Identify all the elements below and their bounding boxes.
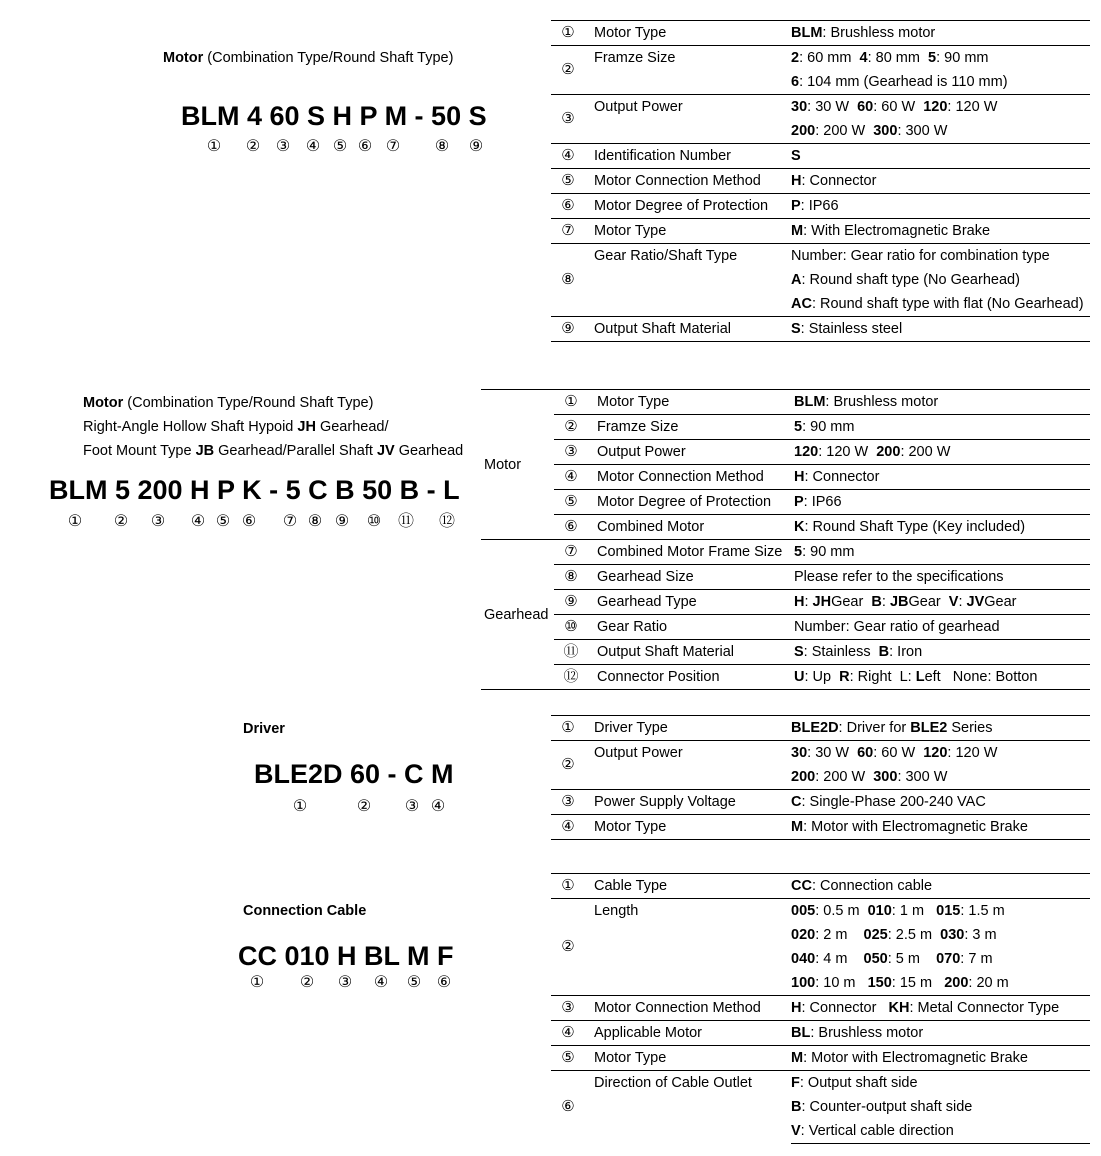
item-description: BLM: Brushless motor xyxy=(794,390,1090,415)
item-number: ① xyxy=(551,874,585,899)
spec-row xyxy=(551,244,1090,269)
item-description: 100: 10 m 150: 15 m 200: 20 m xyxy=(791,975,1009,991)
section3-spec-table xyxy=(551,715,1090,840)
spec-row xyxy=(551,815,1090,840)
item-label: Motor Type xyxy=(585,1046,791,1071)
item-description: P: IP66 xyxy=(794,490,1090,515)
item-label: Power Supply Voltage xyxy=(585,790,791,815)
group-label: Gearhead xyxy=(481,540,554,690)
item-label: Combined Motor xyxy=(588,515,794,540)
spec-row xyxy=(481,640,1090,665)
item-label: Framze Size xyxy=(585,46,791,95)
item-label: Motor Connection Method xyxy=(588,465,794,490)
spec-row xyxy=(551,46,1090,71)
spec-row xyxy=(551,21,1090,46)
spec-row xyxy=(551,996,1090,1021)
item-number: ③ xyxy=(551,996,585,1021)
item-description: F: Output shaft side xyxy=(791,1071,1090,1096)
spec-row xyxy=(481,465,1090,490)
item-number: ⑨ xyxy=(551,317,585,342)
item-label: Gearhead Size xyxy=(588,565,794,590)
item-number: ③ xyxy=(551,95,585,144)
code-position-marker: ② xyxy=(299,974,315,991)
item-number: ⑨ xyxy=(554,590,588,615)
spec-row xyxy=(551,194,1090,219)
item-description: 6: 104 mm (Gearhead is 110 mm) xyxy=(791,74,1008,90)
spec-row xyxy=(481,390,1090,415)
item-description: H: JHGear B: JBGear V: JVGear xyxy=(794,590,1090,615)
item-description: C: Single-Phase 200-240 VAC xyxy=(791,790,1090,815)
item-description: H: Connector xyxy=(791,169,1090,194)
item-number: ⑤ xyxy=(551,169,585,194)
spec-row xyxy=(551,790,1090,815)
item-label: Output Shaft Material xyxy=(585,317,791,342)
item-label: Gear Ratio/Shaft Type xyxy=(585,244,791,317)
section1-spec-table xyxy=(551,20,1090,342)
item-number: ⑧ xyxy=(554,565,588,590)
item-number: ⑦ xyxy=(551,219,585,244)
spec-row xyxy=(481,665,1090,690)
item-number: ⑪ xyxy=(554,640,588,665)
item-number: ⑩ xyxy=(554,615,588,640)
section2-title-line: Foot Mount Type JB Gearhead/Parallel Shaft JV Gearhead xyxy=(83,443,464,459)
item-number: ⑧ xyxy=(551,244,585,317)
item-label: Connector Position xyxy=(588,665,794,690)
item-number: ④ xyxy=(551,815,585,840)
spec-row xyxy=(481,515,1090,540)
item-description: V: Vertical cable direction xyxy=(791,1119,1090,1144)
item-number: ⑫ xyxy=(554,665,588,690)
item-description: Number: Gear ratio for combination type xyxy=(791,244,1090,269)
item-number: ⑥ xyxy=(554,515,588,540)
item-label: Motor Connection Method xyxy=(585,996,791,1021)
spec-row xyxy=(481,590,1090,615)
spec-row xyxy=(551,95,1090,120)
item-number: ⑦ xyxy=(554,540,588,565)
item-label: Gear Ratio xyxy=(588,615,794,640)
item-number: ② xyxy=(551,899,585,996)
item-description: S xyxy=(791,144,1090,169)
section2-title-line: Motor (Combination Type/Round Shaft Type) xyxy=(83,395,374,411)
item-label: Motor Type xyxy=(585,219,791,244)
item-description: 005: 0.5 m 010: 1 m 015: 1.5 m xyxy=(791,899,1090,924)
code-position-marker: ⑨ xyxy=(468,138,484,155)
code-position-marker: ⑦ xyxy=(282,513,298,530)
spec-row xyxy=(551,1021,1090,1046)
code-position-marker: ⑫ xyxy=(438,513,455,530)
item-description: Please refer to the specifications xyxy=(794,565,1090,590)
item-number: ④ xyxy=(551,1021,585,1046)
item-description: 5: 90 mm xyxy=(794,415,1090,440)
item-number: ③ xyxy=(551,790,585,815)
item-description: A: Round shaft type (No Gearhead) xyxy=(791,272,1020,288)
item-description: S: Stainless B: Iron xyxy=(794,640,1090,665)
section1-model-code: BLM 4 60 S H P M - 50 S xyxy=(181,101,487,131)
item-number: ② xyxy=(551,741,585,790)
spec-row xyxy=(551,317,1090,342)
spec-row xyxy=(551,1071,1090,1096)
item-label: Gearhead Type xyxy=(588,590,794,615)
item-description: 30: 30 W 60: 60 W 120: 120 W xyxy=(791,741,1090,766)
item-label: Identification Number xyxy=(585,144,791,169)
item-number: ⑥ xyxy=(551,194,585,219)
code-position-marker: ① xyxy=(292,798,308,815)
code-position-marker: ⑥ xyxy=(357,138,373,155)
item-description: P: IP66 xyxy=(791,194,1090,219)
item-description: M: Motor with Electromagnetic Brake xyxy=(791,815,1090,840)
section3-title: Driver xyxy=(243,721,285,737)
item-label: Length xyxy=(585,899,791,996)
code-position-marker: ⑥ xyxy=(436,974,452,991)
item-label: Output Shaft Material xyxy=(588,640,794,665)
item-description: BL: Brushless motor xyxy=(791,1021,1090,1046)
item-description: H: Connector KH: Metal Connector Type xyxy=(791,996,1090,1021)
item-description: M: Motor with Electromagnetic Brake xyxy=(791,1046,1090,1071)
code-position-marker: ⑥ xyxy=(241,513,257,530)
spec-row xyxy=(551,1046,1090,1071)
item-description: Number: Gear ratio of gearhead xyxy=(794,615,1090,640)
item-description: BLM: Brushless motor xyxy=(791,21,1090,46)
code-position-marker: ④ xyxy=(373,974,389,991)
code-position-marker: ③ xyxy=(404,798,420,815)
code-position-marker: ③ xyxy=(150,513,166,530)
spec-row xyxy=(551,874,1090,899)
spec-row xyxy=(481,540,1090,565)
item-label: Motor Type xyxy=(585,21,791,46)
item-number: ⑤ xyxy=(554,490,588,515)
item-number: ④ xyxy=(551,144,585,169)
code-position-marker: ② xyxy=(113,513,129,530)
spec-row xyxy=(481,415,1090,440)
code-position-marker: ⑩ xyxy=(366,513,382,530)
code-position-marker: ④ xyxy=(305,138,321,155)
section4-spec-table xyxy=(551,873,1090,1144)
item-description: K: Round Shaft Type (Key included) xyxy=(794,515,1090,540)
item-description: 040: 4 m 050: 5 m 070: 7 m xyxy=(791,951,993,967)
item-description: B: Counter-output shaft side xyxy=(791,1099,973,1115)
code-position-marker: ④ xyxy=(190,513,206,530)
spec-row xyxy=(481,565,1090,590)
section4-model-code: CC 010 H BL M F xyxy=(238,941,454,971)
item-description: CC: Connection cable xyxy=(791,874,1090,899)
item-label: Output Power xyxy=(585,741,791,790)
spec-row xyxy=(551,169,1090,194)
item-number: ① xyxy=(551,21,585,46)
item-label: Driver Type xyxy=(585,716,791,741)
code-position-marker: ⑪ xyxy=(397,513,414,530)
section2-spec-table xyxy=(481,389,1090,690)
section2-title-line: Right-Angle Hollow Shaft Hypoid JH Gearhead/ xyxy=(83,419,389,435)
spec-row xyxy=(551,144,1090,169)
code-position-marker: ③ xyxy=(337,974,353,991)
item-number: ② xyxy=(554,415,588,440)
spec-row xyxy=(481,615,1090,640)
code-position-marker: ⑦ xyxy=(385,138,401,155)
item-label: Framze Size xyxy=(588,415,794,440)
item-description: 200: 200 W 300: 300 W xyxy=(791,769,948,785)
spec-row xyxy=(551,741,1090,766)
item-label: Output Power xyxy=(588,440,794,465)
spec-row xyxy=(551,899,1090,924)
item-label: Cable Type xyxy=(585,874,791,899)
item-description: 30: 30 W 60: 60 W 120: 120 W xyxy=(791,95,1090,120)
code-position-marker: ① xyxy=(67,513,83,530)
item-number: ③ xyxy=(554,440,588,465)
item-description: 2: 60 mm 4: 80 mm 5: 90 mm xyxy=(791,46,1090,71)
item-description: 200: 200 W 300: 300 W xyxy=(791,123,948,139)
code-position-marker: ① xyxy=(206,138,222,155)
item-label: Output Power xyxy=(585,95,791,144)
section1-title: Motor (Combination Type/Round Shaft Type) xyxy=(163,50,454,66)
item-label: Applicable Motor xyxy=(585,1021,791,1046)
item-label: Motor Type xyxy=(585,815,791,840)
item-description: 020: 2 m 025: 2.5 m 030: 3 m xyxy=(791,927,997,943)
item-description: AC: Round shaft type with flat (No Gearhead) xyxy=(791,296,1084,312)
code-position-marker: ⑧ xyxy=(307,513,323,530)
code-position-marker: ② xyxy=(245,138,261,155)
item-number: ④ xyxy=(554,465,588,490)
section2-title xyxy=(83,391,463,463)
item-label: Motor Degree of Protection xyxy=(588,490,794,515)
item-label: Motor Type xyxy=(588,390,794,415)
spec-row xyxy=(481,490,1090,515)
code-position-marker: ① xyxy=(249,974,265,991)
spec-row xyxy=(551,219,1090,244)
item-description: S: Stainless steel xyxy=(791,317,1090,342)
spec-row xyxy=(551,716,1090,741)
code-position-marker: ④ xyxy=(430,798,446,815)
item-number: ① xyxy=(551,716,585,741)
code-position-marker: ⑤ xyxy=(406,974,422,991)
group-label: Motor xyxy=(481,390,554,540)
item-description: 5: 90 mm xyxy=(794,540,1090,565)
spec-row xyxy=(481,440,1090,465)
section3-model-code: BLE2D 60 - C M xyxy=(254,759,454,789)
code-position-marker: ⑤ xyxy=(215,513,231,530)
section4-title: Connection Cable xyxy=(243,903,367,919)
item-label: Combined Motor Frame Size xyxy=(588,540,794,565)
item-number: ② xyxy=(551,46,585,95)
item-description: M: With Electromagnetic Brake xyxy=(791,219,1090,244)
item-label: Motor Degree of Protection xyxy=(585,194,791,219)
code-position-marker: ⑤ xyxy=(332,138,348,155)
item-description: BLE2D: Driver for BLE2 Series xyxy=(791,716,1090,741)
item-description: 120: 120 W 200: 200 W xyxy=(794,440,1090,465)
item-label: Direction of Cable Outlet xyxy=(585,1071,791,1144)
section2-model-code: BLM 5 200 H P K - 5 C B 50 B - L xyxy=(49,475,460,505)
code-position-marker: ⑨ xyxy=(334,513,350,530)
item-number: ⑥ xyxy=(551,1071,585,1144)
item-description: H: Connector xyxy=(794,465,1090,490)
code-position-marker: ③ xyxy=(275,138,291,155)
item-number: ① xyxy=(554,390,588,415)
item-label: Motor Connection Method xyxy=(585,169,791,194)
code-position-marker: ⑧ xyxy=(434,138,450,155)
item-number: ⑤ xyxy=(551,1046,585,1071)
item-description: U: Up R: Right L: Left None: Botton xyxy=(794,665,1090,690)
code-position-marker: ② xyxy=(356,798,372,815)
